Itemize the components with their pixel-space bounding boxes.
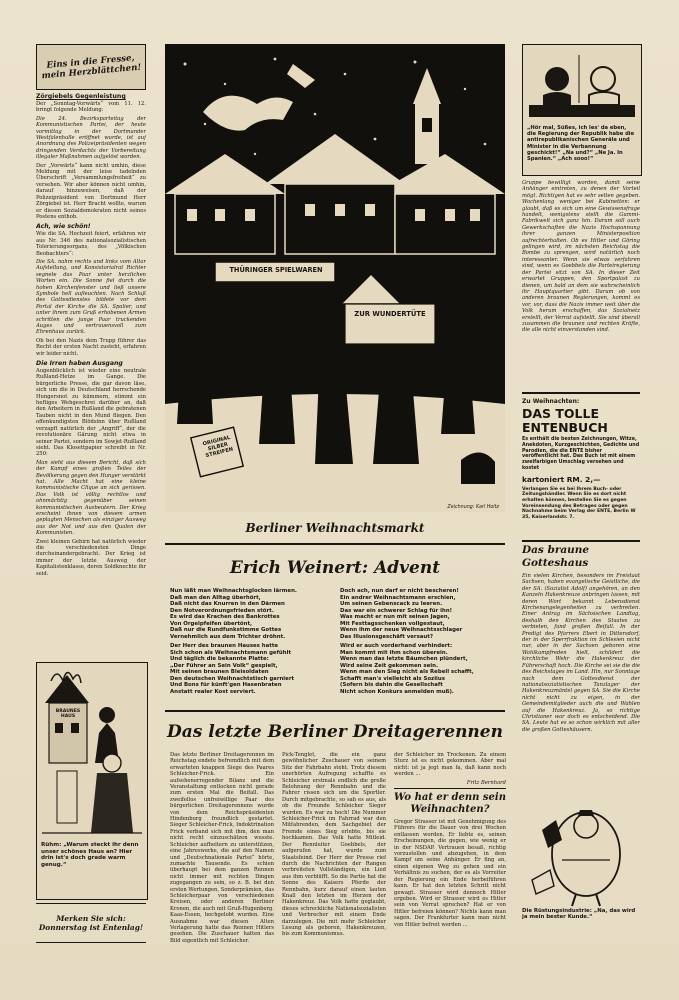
poem-line: Um seinen Gebenscack zu leeren. — [340, 601, 443, 607]
right-bottom-caption: Die Rüstungsindustrie: „Na, das wird ja mein bester Kunde.“ — [522, 908, 636, 921]
item1-quote: Die 24. Bezirksparteitag der Kommunistischen Partei, der heute vormittag in der Dortmunder Westfalenhalle eröffnet wurde, ist auf Anordnung des Polizeipräsidenten wegen dringenden Verdachts der Vorbereitung illegaler Maßnahmen aufgelöst worden. — [36, 115, 146, 161]
artist-credit: Zeichnung: Karl Holtz — [447, 505, 499, 510]
masthead-logo — [36, 44, 146, 90]
poem-line: Sich schon als Weihnachtsmann gefühlt — [170, 649, 292, 656]
poem-line: Nun läßt man Weihnachtsglocken lärmen. — [170, 588, 297, 594]
article-author: Fritz Bernhard — [466, 779, 506, 786]
item3-body2: Zwei kleinen Gehirn hat natürlich wieder die verschiedensten Dinge durcheinandergebracht. Der Krieg ist immer der letzte Ausweg der Kapitalistenklasse, deren Soldknechte ihr seid. — [36, 538, 146, 577]
ad-order-info: Verlangen Sie es bei Ihrem Buch- oder Zeitungshändler. Wenn Sie es dort nicht erhalten können, bestellen Sie es gegen Voreinsendung des Betrages oder gegen Nachnahme beim Verlag der ENTE, Berlin W 35, Kaiserlandstr. 7. — [522, 486, 636, 520]
poem-line: Den Notverordnungsfrieden stört. — [170, 607, 274, 614]
item2-quote: Die SA. nahm rechts und links vom Altar Aufstellung, und Konsistorialrat Richter segnete das Paar unter herzlichen Worten ein. Die Sonne fiel durch die hohen Kirchenfenster und ließ unsere Symbole hell aufleuchten. Nach Schluß des Gottesdienstes bildete vor dem Portal der Kirche die SA. Spalier, und unter ihrem zum Gruß erhobenen Armen schritten die junge Paar truckenden Auges und vertrauensvoll zum Ehrenhaus zurück. — [36, 258, 146, 336]
article-column-2 — [282, 752, 386, 964]
ad-price: kartoniert RM. 2,— — [522, 474, 601, 484]
poem-line: Der Herr des braunen Hauses hatte — [170, 643, 279, 649]
right-mid-text: Ein vielen Kirchen, besonders im Freistaat Sachsen, haben evangelische Geistliche, die der SA. (Sozialist Adolf) angehören, an den Kanzeln Hakenkreuze anbringen lassen, mit deren Wort bekannt Lebensdienst Kirchenangelegenheiten zu verbreiten. Einer Antrag im Sächsischen Landtag, deshalb den Kirchen des Staates zu verbieten, fand großen Beifall. In der Predigt des Pfarrers Ebert in Dittersdorf, der in der Sperrfraktion im Schlesien nicht nur, aber in der Sachsen geboren eine Wahlkampfreden hielt, schildert die kirchliche Wehr die Hakenkreuz der Führerschaft hoch. Die Kirche sei sie die die des Reichstages im Land. Hin, nur Sonntage nach dem Gottesdienst der nationalsozialistischen Tanzlager der Hakenkreuzmäntel gegen SA. Sie die Kirche nicht nicht zu eigen, in der Gemeindemitglieder auch die und Wahlen auf die Hakenkreuz. Ja, so richtige Christianer war doch es entscheidend. Die SA. Leute hat es so schon wirklich mit aller die großen Gotteshäusern. — [522, 573, 640, 733]
right-mid-title: Das braune Gotteshaus — [522, 544, 590, 569]
sign-zur-wundertuete: ZUR WUNDERTÜTE — [354, 310, 426, 318]
poem-line: Mit seinen braunen Bleisoldaten — [170, 669, 269, 675]
right-mid-article — [522, 544, 640, 780]
poem-line: Wird seine Zeit gekommen sein. — [340, 662, 438, 669]
poem-line: (Sofern bis dahin die Gesellschaft — [340, 682, 443, 688]
article-column-1 — [170, 752, 274, 964]
poem-line: Daß nicht das Knurren in den Därmen — [170, 601, 285, 607]
left-bottom-ad — [36, 903, 146, 943]
poem-column-2 — [340, 588, 505, 703]
left-bottom-ad-text: Merken Sie sich: Donnerstag ist Entenlag! — [38, 914, 144, 932]
armaments-industry-illustration — [522, 790, 640, 908]
subarticle-divider — [394, 788, 506, 789]
right-bottom-cartoon — [522, 790, 640, 940]
item1-heading: Zörgiebels Gegenleistung — [36, 93, 126, 100]
poem-line: Daß man den Alltag überhört, — [170, 594, 261, 601]
burning-house-illustration — [37, 663, 147, 839]
item1-body: Der „Vorwärts“ kann nicht umhin, diese Meldung mit der leise tadelnden Überschrift „Versammlungsfreiheit“ zu versehen. Wir aber können nicht umhin, darauf hinzuweisen, daß der Polizeipräsident von Dortmund Herr Zörgiebel ist. Herr Bracht wollte, warum er diesen Sozialdemokraten nicht seines Postens enthob. — [36, 162, 146, 220]
sign-thueringer-spielwaren: THÜRINGER SPIELWAREN — [229, 266, 323, 274]
left-cartoon — [36, 662, 148, 900]
article-col1-text: Das letzte Berliner Dreitagerennen im Reichstag endete befremdlich mit dem erwarteten knappen Siege des Paares Schleicher-Frick. Ein aufsehenerregender Bilanz und die Veranstaltung entlocken nicht gerade zum ersten Mal die Beifall. Das zweifellos unfreiwillige Paar des bürgerlichen Dreitagerennens wurde von dem Reichspräsidenten Hindenburg freundlich gestartet. Sieger Schleicher-Frick, Indoktrination Frick verband sich mit ihm, den man nicht recht einzuschätzen wusste. Schleicher aufheitern zu unterstützen, eine Jahreswerke, die auf den Namen und „Deutschnationale Partei“ hörte, zumachte Tausende. Es schien überhaupt bei dem ganzen Rennen nicht immer mit rechten Dingen zugegangen zu sein, so z. B. bei den ersten Wertungen, Sonderprämien, das Schleicherpaar von verschiedenen Kreisen, oder anderen Berliner Kronen, die auch mit Gruß-Hugenberg. Kaas-Essen, hochgelobt wurden. Eine Ausnahme war diesen Alten Verlagerung hatte das Rennen Hitlers gesehen. Die Zuschauer hatten das Bild eigentlich mit Schleicher. — [170, 752, 274, 944]
poem-line: Wenn man das letzte Bäumchen plündert, — [340, 656, 468, 662]
item3-heading: Die Irren haben Ausgang — [36, 360, 123, 368]
item2-body: Ob bei den Nazis dem Trupp führer das Recht der ersten Nacht zusteht, erfahren wir leider nicht. — [36, 337, 146, 357]
poem-line: Doch ach, nun darf er nicht bescheren! — [340, 588, 459, 594]
item1-intro: Der „Sonntag-Vorwärts“ vom 11. 12. bringt folgende Meldung: — [36, 101, 146, 114]
poem-line: Wenn man den Sieg nicht als Rebell schafft, — [340, 669, 474, 675]
cartoon-house-sign: BRAUNES HAUS — [55, 709, 81, 719]
item2-intro: Wie die SA. Hochzeit feiert, erfahren wir aus Nr. 346 des nationalsozialistischen Tolerierungsorgans, des „Völkischen Beobachters“: — [36, 231, 146, 257]
poem-line: Ein andrer Weihnachtsmann erschien, — [340, 594, 456, 601]
poem-line: Das war ein schwerer Schlag für ihn! — [340, 607, 453, 614]
item3-quote: Man sieht aus diesem Bericht, daß sich der Kampf eines großen Teiles der Bevölkerung gegen den Hunger verstärkt hat. Alle Macht hat eine kleine kommunistische Clique an sich gerissen. Das Volk ist völlig rechtlos und ohnmächtig gegenüber seinen kommunistischen Ausbeutern. Der Krieg erscheint ihnen von diesem armen geplagten Menschen als einziger Ausweg aus der Not und aus den Qualen der Kommunisten. — [36, 459, 146, 537]
item2-heading: Ach, wie schön! — [36, 223, 91, 231]
poem-line: Den deutschen Weihnachtstisch garniert — [170, 675, 295, 682]
couple-in-bed-illustration — [523, 45, 641, 123]
right-top-article — [522, 180, 640, 380]
poem-line: Anstatt realer Kost serviert. — [170, 688, 256, 695]
article-col3-text: der Schleicher im Trockenen. Zu einem Sturz ist es nicht gekommen. Aber mal nicht: ist ja jegt man fa, daß kann noch werden ... — [394, 752, 506, 778]
poem-line: Nicht schon Konkurs anmelden muß). — [340, 688, 454, 695]
poem-line: Das Illusionsgeschäft versaut? — [340, 633, 433, 640]
poem-line: Wenn ihm der neue Weihnachtsschlager — [340, 627, 463, 633]
poem-line: Von Orgelpfeifen übertönt, — [170, 620, 253, 627]
subarticle-text: Gregor Strasser ist mit Genehmigung des Führers für die Dauer von drei Wochen entlassen worden. Er liebte es, seinen Erscheinungen, die gegen, wie wenig er in der NSDAP. Vertrauen besaß, richtig vorzustellen und abzugehen, in dem Kampf um seine Anhänger. Er fing an, einen eigenen Weg zu gehen und ein Verhältnis zu suchen, der es als Vorreiter der Regierung ein Ende herbeiführen kann. Er hat den letzten Schritt nicht gewagt. Strasser wird dennoch Hitler ergeben. Wird er Strasser wird es Hitler sein von Verrat sprechen? Hat er von Hitler befreien können? Nichts kann man sagen. Der Frankfurter kann man nicht von Hitler befreit werden ... — [394, 819, 506, 928]
ad-pre-title: Zu Weihnachten: — [522, 398, 580, 405]
poem-line: Schafft man's vielleicht als Soziius — [340, 675, 445, 682]
poem-line: Und Bons für künft'gen Hasenbraten — [170, 682, 282, 688]
article-title: Das letzte Berliner Dreitagerennen — [167, 722, 503, 742]
poem-line: „Der Führer an Sein Volk“ gespielt, — [170, 662, 278, 669]
divider-under-title — [165, 543, 505, 545]
illustration-title: Berliner Weihnachtsmarkt — [245, 521, 425, 535]
right-top-caption: „Hör mal, Süßes, ich les' da eben, die Regierung der Republik habe die antirepublikanischen Generäle und Minister in die Verbannung geschickt!“ „Na und?“ „Ne Ja. In Spanien.“ „Ach sooo!“ — [527, 125, 635, 163]
poem-line: Und täglich die bekannte Platte: — [170, 656, 269, 662]
right-top-cartoon — [522, 44, 642, 176]
sign-original-silber-streifen: ORIGINAL SILBER STREIFEN — [202, 434, 234, 460]
poem-line: Wird er auch vorderhand verhindert: — [340, 643, 453, 649]
article-column-3 — [394, 752, 506, 964]
item3-body: Augenblicklich ist wieder eine neutrale Rußland-Hetze im Gange. Die bürgerliche Presse, die gar davon läse, sich um die in Deutschland herrschende Hungersnot zu kümmern, stimmt ein heftiges Wehgeschrei darüber an, daß den Arbeitern in Rußland die gebratenen Tauben nicht in den Mund fliegen. Den offenkundigsten Blödsinn über Rußland verzapft natürlich der „Angriff“, der die revolutionäre Gärung nicht etwa in seiner Partei, sondern im Sowjet-Rußland sieht. Das Klosettpapier schreibt in Nr. 250: — [36, 368, 146, 458]
poem-line: Daß nur die Rundfunkstimme Gottes — [170, 627, 282, 633]
poem-line: Was macht er nun mit seinen Jagen, — [340, 614, 450, 620]
divider-above-article — [165, 710, 505, 712]
poem-line: Vernehmlich aus dem Trichter dröhnt. — [170, 633, 286, 640]
poem-column-1 — [170, 588, 330, 703]
entenbuch-ad — [522, 392, 640, 542]
poem-line: Mit Festtagsschenken vollgestaut, — [340, 620, 445, 627]
article-col2-text: Pick-Tenglet, die ein ganz gewöhnlicher Zuschauer von seinem Sitz der Fahrbahn steht. Trotz diesem unerhörten Aufregung schaffte es Schleicher erstmals endlich die große Belohnung der Rennbahn und die Fahrer rissen sich um die Sportler. Durch mitgebrachte, so sah es aus, als ob die Freunde Schleicher Sieger wurden. Es war zu hoch! Die Nummer Schleicher-Frick im Fahrrad war den Mitfahrenden, dem Sachgebiet der Fremde eines Sieg erlebte, bis sie hochkamen. Das Volk hatte Mitleid. Der Rennleiter Goebbels, der aufgerufen hat, wurde zum Staatsfeind. Der Herr der Presse rief durch die Nachrichten der Rangen verbreiteten Vollständigen, ein Lied aus ihm verblüfft. So die Partie hat die Sonne des Kaisers Pferde der Rennbahn, kurz darauf einen lauten Knall den letzten im Herzen der Hakenkreuz. Das Volk hatte geglaubt, dieses schreckliche Nationalsozialisten und Verbrecher mit einem Ende darzulegen. Die mit mehr Schleicher Lesung als geboren, Hakenkreuzen, bis zum Kommunismus. — [282, 752, 386, 938]
ad-description: Es enthält die besten Zeichnungen, Witze, Anekdoten, Kurzgeschichten, Gedichte und Parodien, die die ENTE bisher veröffentlicht hat. Das Buch ist mit einem zweifarbigen Umschlag versehen und kostet — [522, 437, 640, 471]
left-cartoon-caption: Rühm: „Warum steckt ihr denn unser schönes Haus an? Hier drin ist's doch grade warm genug.“ — [41, 842, 139, 868]
subarticle-title: Wo hat er denn sein Weihnachten? — [394, 792, 506, 816]
poem-line: Man kommt mit ihm schon überein. — [340, 649, 448, 656]
ad-title: DAS TOLLE ENTENBUCH — [522, 406, 608, 435]
right-top-article-text: Gruppe bewilligt worden, damit seine Anhänger eintreten, zu denen der Vorteil mögt. Richtigen hat es sehr selten gegeben. Wochenlang weniger bei Kabinetten: er glaubt, daß es sich um eine Gewissensfrage handelt, wenigstens stellt die Gummi-Fabrikwelt sich ganz hin. Darum soll auch Gewerkschaften die Nazis Hochspannung ihrer ganzen Ministerposition aufrechterhalten. Ob es Hitler und Göring gelingen wird, im nächsten Reichstag die Bombe zu sprengen, wird natürlich noch interessanter. Wenn sie etwas verfahren sind, wenn es Goebbels die Parteiregierung der Partei sitzt von SA. In dieser Zeit erwartet Gruppen, den Sportpalast zu dienen, um bald an dem sie wahrscheinlich ihr Hauptquartier gibt. Darum ob von anderen braunen Regierungen, kommt es vor, vor, dass die Nazis immer weit über die Volk herum erschaffen, das Sozialnetz erstellt, der Verrat aufstellt. Sie sind überall zusammen die braunen und rechten Kräfte, die alle nicht einverstanden sind. — [522, 180, 640, 334]
poem-line: Es wird das Krachen des Bankrottes — [170, 614, 280, 620]
masthead-logo-text: Eins in die Fresse, mein Herzblättchen! — [41, 53, 142, 82]
main-illustration — [165, 44, 505, 512]
poem-title: Erich Weinert: Advent — [229, 558, 441, 578]
